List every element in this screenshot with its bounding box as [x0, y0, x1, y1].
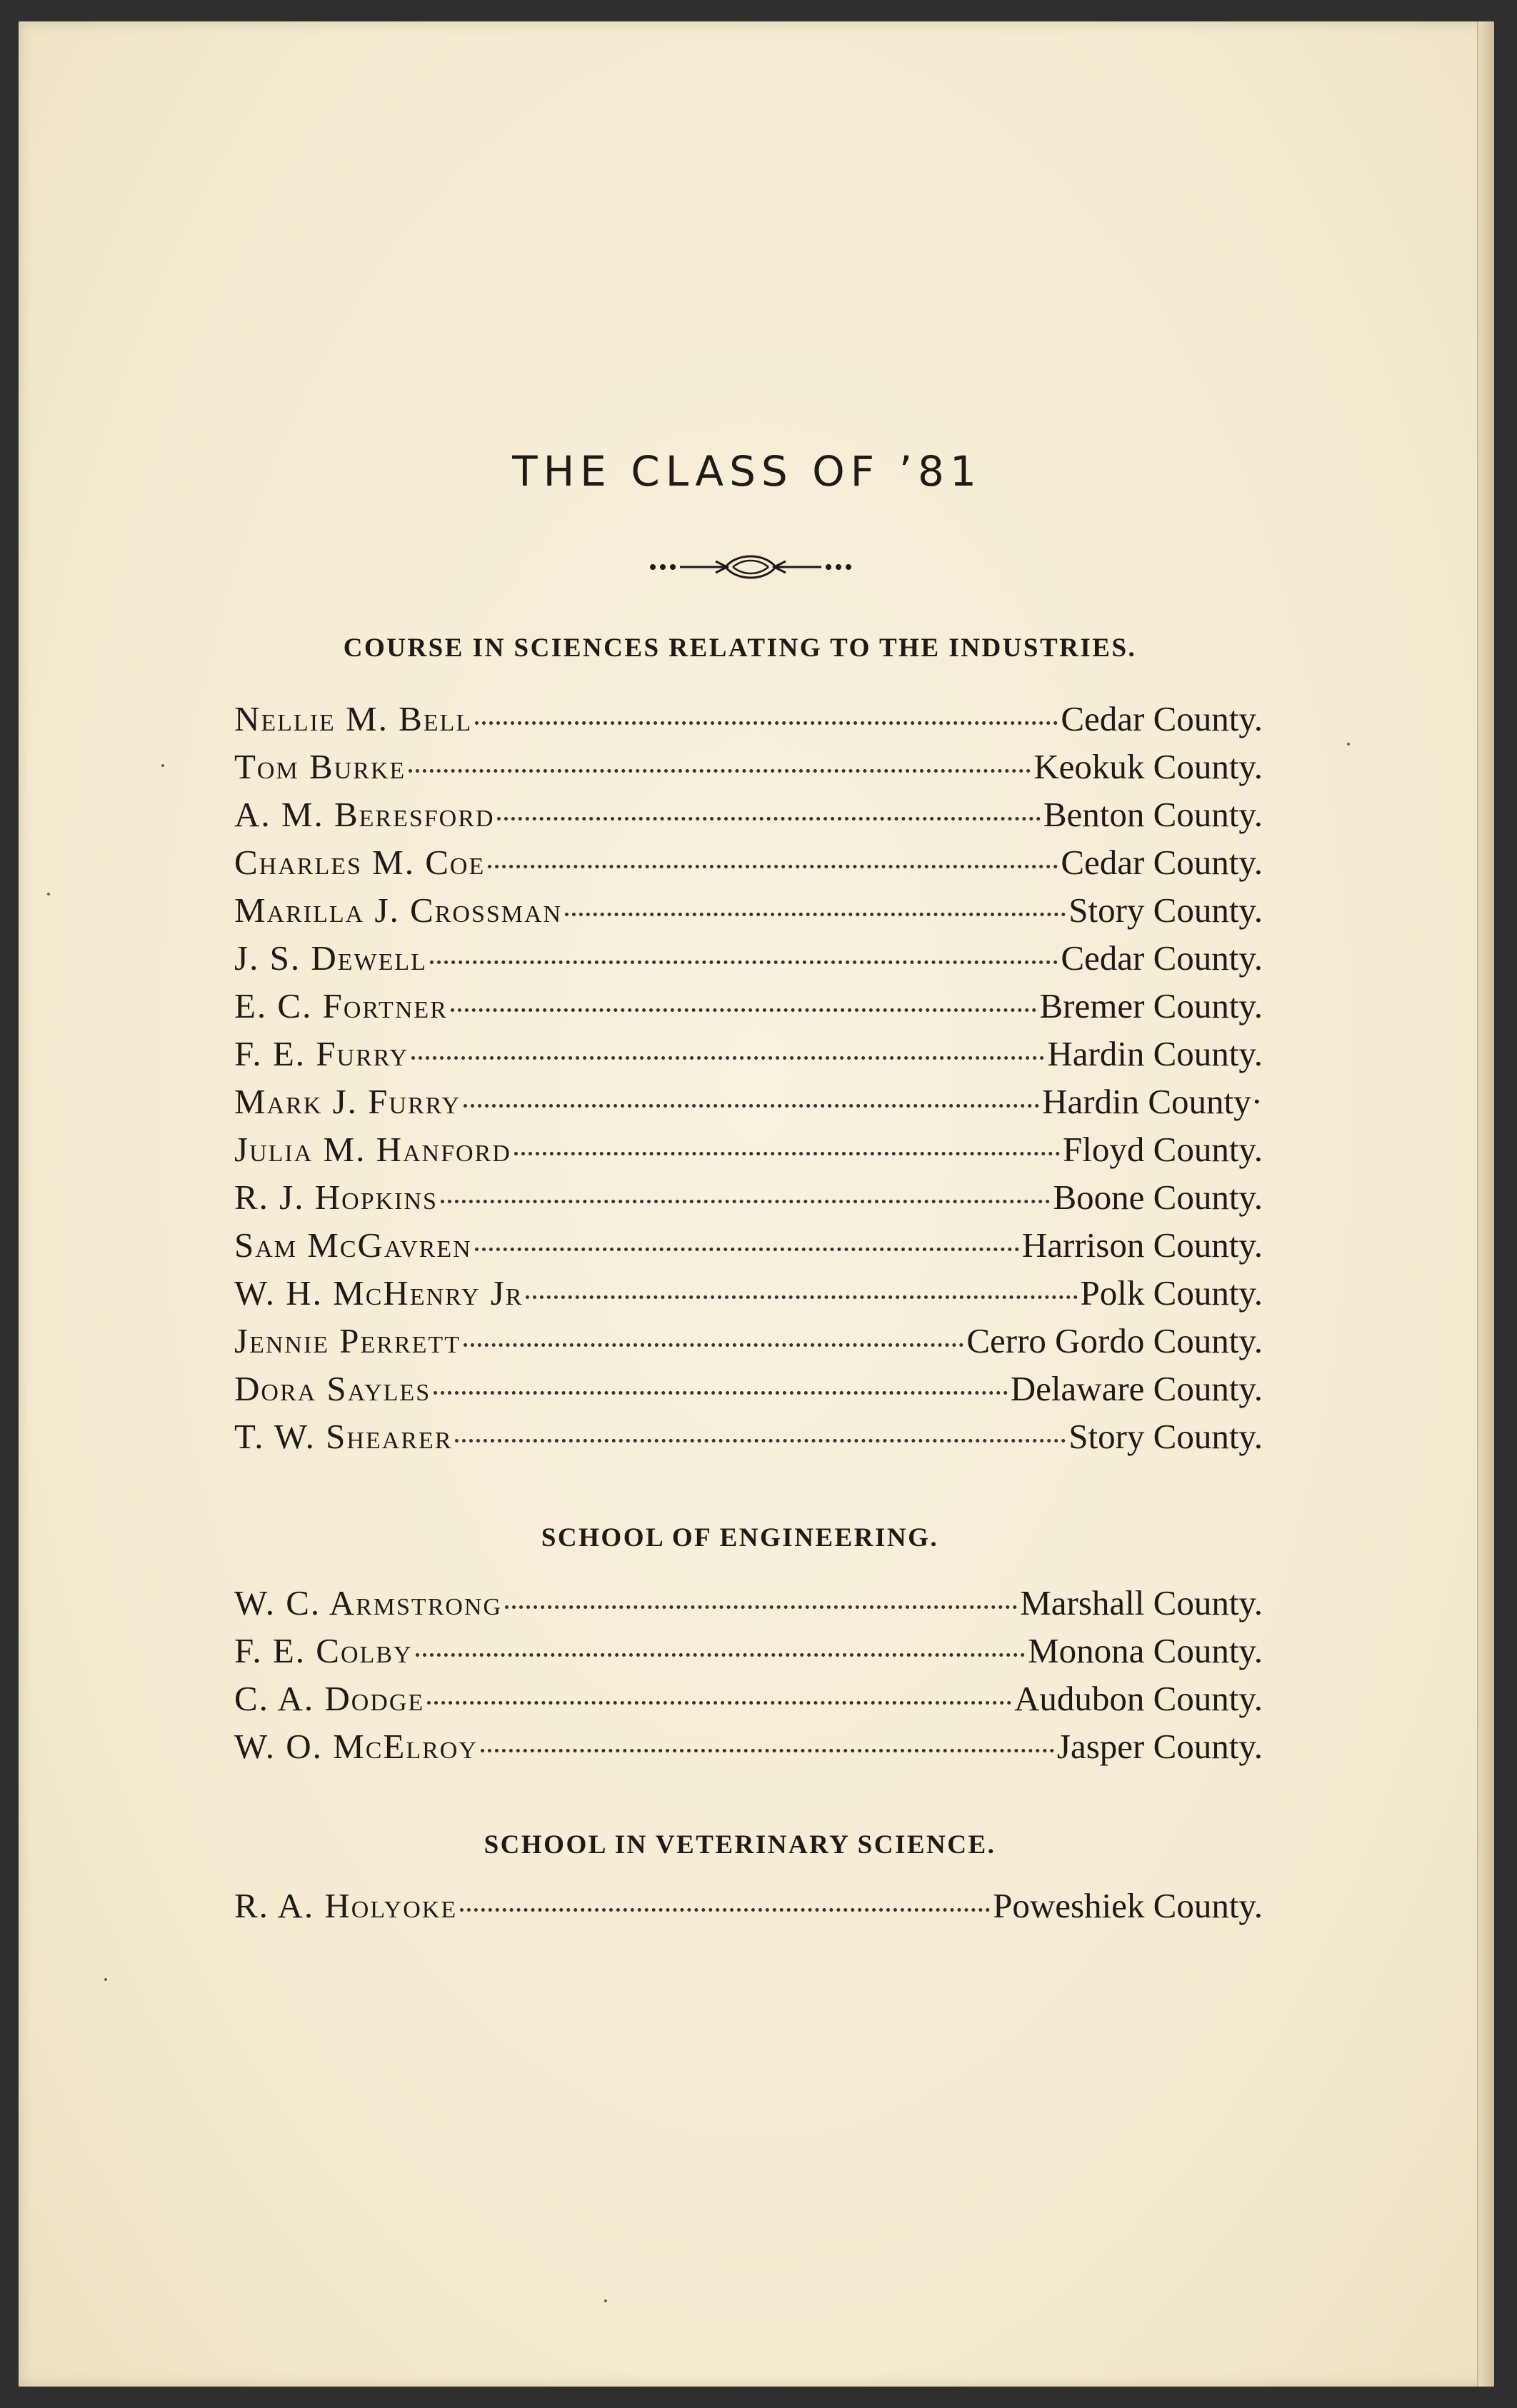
graduate-name: A. M. Beresford [234, 795, 495, 834]
roster-entry [234, 1129, 1263, 1177]
dot-leader [430, 960, 1058, 964]
graduate-county: Story County. [1068, 891, 1263, 930]
graduate-county: Benton County. [1043, 795, 1263, 834]
graduate-name: Julia M. Hanford [234, 1130, 511, 1169]
graduate-county: Hardin County. [1047, 1034, 1263, 1073]
graduate-county: Monona County. [1028, 1631, 1263, 1670]
dot-leader [514, 1152, 1060, 1155]
graduate-county: Cedar County. [1061, 843, 1263, 882]
dot-leader [488, 865, 1058, 868]
section-heading-sciences: COURSE IN SCIENCES RELATING TO THE INDUSTRIES. [343, 633, 1137, 663]
graduate-county: Keokuk County. [1033, 747, 1263, 786]
roster-entry [234, 1726, 1263, 1774]
paper-speck [47, 893, 50, 896]
graduate-name: F. E. Furry [234, 1034, 409, 1073]
graduate-name: Marilla J. Crossman [234, 891, 563, 930]
graduate-county: Audubon County. [1013, 1679, 1263, 1718]
roster-entry [234, 1081, 1263, 1129]
roster-entry [234, 1177, 1263, 1225]
graduate-name: Mark J. Furry [234, 1082, 461, 1121]
graduate-name: Dora Sayles [234, 1369, 431, 1408]
graduate-name: R. J. Hopkins [234, 1178, 438, 1217]
dot-leader [434, 1391, 1008, 1395]
roster-entry [234, 1582, 1263, 1630]
graduate-name: J. S. Dewell [234, 938, 427, 978]
graduate-county: Hardin County· [1042, 1082, 1263, 1121]
section-heading-veterinary: SCHOOL IN VETERINARY SCIENCE. [484, 1830, 996, 1860]
page-title: THE CLASS OF ’81 [512, 447, 982, 496]
graduate-county: Boone County. [1053, 1178, 1263, 1217]
dot-leader [464, 1343, 963, 1347]
dot-leader [481, 1749, 1054, 1752]
dot-leader [497, 817, 1040, 821]
engineering-roster [234, 1582, 1263, 1774]
graduate-county: Marshall County. [1020, 1583, 1263, 1622]
dot-leader [460, 1908, 990, 1912]
graduate-county: Cedar County. [1061, 699, 1263, 738]
paper-speck [1347, 743, 1350, 746]
dot-leader [526, 1295, 1077, 1299]
graduate-name: W. H. McHenry Jr [234, 1273, 524, 1313]
roster-entry [234, 985, 1263, 1033]
roster-entry [234, 746, 1263, 794]
graduate-name: W. C. Armstrong [234, 1583, 503, 1622]
paper-speck [604, 2299, 607, 2302]
roster-entry [234, 1320, 1263, 1368]
roster-entry [234, 698, 1263, 746]
graduate-county: Polk County. [1080, 1273, 1263, 1313]
dot-leader [475, 1248, 1019, 1251]
dot-leader [464, 1104, 1039, 1108]
graduate-county: Cerro Gordo County. [966, 1321, 1263, 1360]
graduate-county: Floyd County. [1063, 1130, 1263, 1169]
roster-entry [234, 1416, 1263, 1464]
section-heading-engineering: SCHOOL OF ENGINEERING. [541, 1523, 939, 1552]
dot-leader [441, 1200, 1051, 1203]
dot-leader [451, 1008, 1037, 1012]
graduate-name: Nellie M. Bell [234, 699, 473, 738]
program-page [19, 21, 1494, 2387]
roster-entry [234, 1630, 1263, 1678]
decorative-divider-icon [647, 548, 854, 586]
sciences-roster [234, 698, 1263, 1464]
graduate-name: C. A. Dodge [234, 1679, 425, 1718]
roster-entry [234, 842, 1263, 890]
dot-leader [427, 1701, 1011, 1705]
graduate-name: W. O. McElroy [234, 1727, 478, 1766]
graduate-name: E. C. Fortner [234, 986, 448, 1025]
paper-speck [104, 1978, 107, 1981]
dot-leader [411, 1056, 1044, 1060]
dot-leader [416, 1653, 1026, 1657]
graduate-county: Bremer County. [1039, 986, 1263, 1025]
graduate-name: T. W. Shearer [234, 1417, 453, 1456]
roster-entry [234, 794, 1263, 842]
dot-leader [455, 1439, 1066, 1443]
veterinary-roster [234, 1885, 1263, 1933]
graduate-name: Tom Burke [234, 747, 406, 786]
booklet-spine-edge [1477, 21, 1494, 2387]
graduate-county: Poweshiek County. [993, 1886, 1263, 1925]
roster-entry [234, 1273, 1263, 1320]
graduate-county: Jasper County. [1056, 1727, 1263, 1766]
dot-leader [565, 913, 1066, 916]
roster-entry [234, 1678, 1263, 1726]
graduate-name: Charles M. Coe [234, 843, 486, 882]
dot-leader [475, 721, 1058, 725]
graduate-county: Delaware County. [1010, 1369, 1263, 1408]
graduate-county: Story County. [1068, 1417, 1263, 1456]
roster-entry [234, 1885, 1263, 1933]
roster-entry [234, 1225, 1263, 1273]
roster-entry [234, 938, 1263, 985]
graduate-county: Cedar County. [1061, 938, 1263, 978]
graduate-county: Harrison County. [1021, 1225, 1263, 1265]
paper-speck [161, 764, 164, 767]
graduate-name: Jennie Perrett [234, 1321, 461, 1360]
roster-entry [234, 1033, 1263, 1081]
roster-entry [234, 1368, 1263, 1416]
graduate-name: Sam McGavren [234, 1225, 472, 1265]
dot-leader [505, 1605, 1017, 1609]
roster-entry [234, 890, 1263, 938]
dot-leader [409, 769, 1031, 773]
graduate-name: R. A. Holyoke [234, 1886, 458, 1925]
graduate-name: F. E. Colby [234, 1631, 413, 1670]
